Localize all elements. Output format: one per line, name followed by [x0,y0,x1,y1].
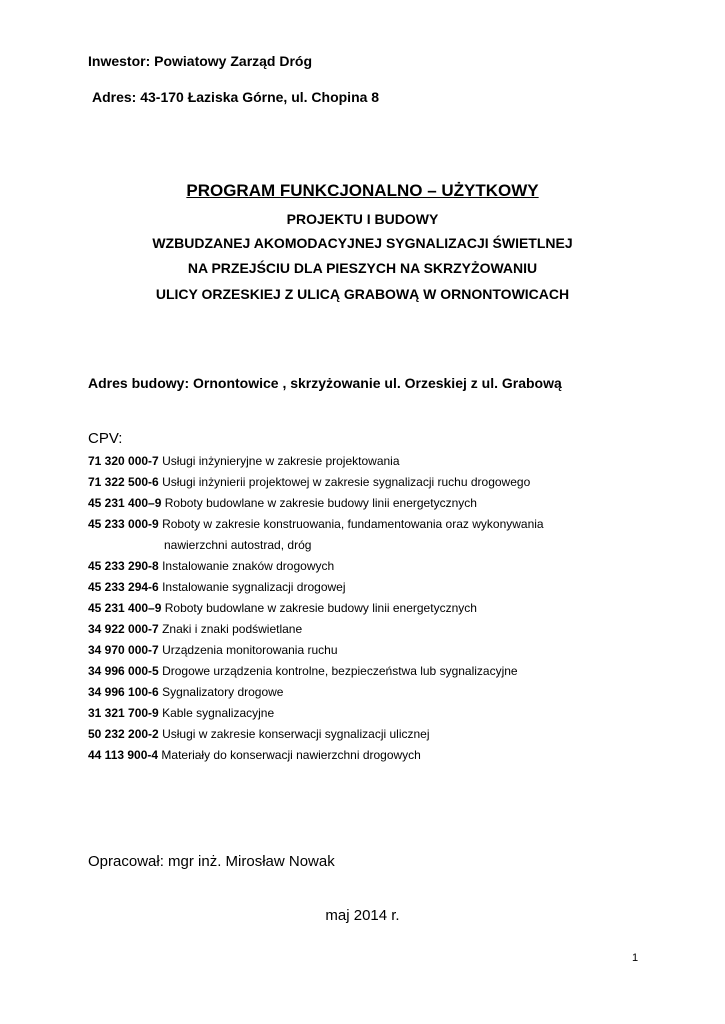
cpv-item: 44 113 900-4 Materiały do konserwacji nawierzchni drogowych [88,748,421,762]
cpv-item: 45 233 294-6 Instalowanie sygnalizacji drogowej [88,580,346,594]
cpv-item: 71 322 500-6 Usługi inżynierii projektowej w zakresie sygnalizacji ruchu drogowego [88,475,531,489]
title-line-3: NA PRZEJŚCIU DLA PIESZYCH NA SKRZYŻOWANIU [187,260,538,276]
cpv-item: 45 231 400–9 Roboty budowlane w zakresie budowy linii energetycznych [88,601,477,615]
cpv-item: 31 321 700-9 Kable sygnalizacyjne [88,706,275,720]
cpv-item: 34 996 100-6 Sygnalizatory drogowe [88,685,284,699]
cpv-item-continuation: nawierzchni autostrad, dróg [164,538,312,552]
cpv-item: 34 970 000-7 Urządzenia monitorowania ruchu [88,643,338,657]
title-line-1: PROJEKTU I BUDOWY [286,211,439,227]
date-line: maj 2014 r. [325,907,400,924]
author-line: Opracował: mgr inż. Mirosław Nowak [88,853,335,870]
cpv-item: 50 232 200-2 Usługi w zakresie konserwacji sygnalizacji ulicznej [88,727,430,741]
investor-line: Inwestor: Powiatowy Zarząd Dróg [88,53,313,69]
cpv-item: 34 996 000-5 Drogowe urządzenia kontrolne, bezpieczeństwa lub sygnalizacyjne [88,664,518,678]
cpv-item: 34 922 000-7 Znaki i znaki podświetlane [88,622,303,636]
cpv-item: 45 233 290-8 Instalowanie znaków drogowych [88,559,335,573]
document-title: PROGRAM FUNKCJONALNO – UŻYTKOWY [186,181,539,200]
address-line: Adres: 43-170 Łaziska Górne, ul. Chopina 8 [92,89,380,105]
cpv-label: CPV: [88,430,123,447]
site-address: Adres budowy: Ornontowice , skrzyżowanie ul. Orzeskiej z ul. Grabową [88,375,562,391]
cpv-item: 71 320 000-7 Usługi inżynieryjne w zakresie projektowania [88,454,400,468]
title-line-4: ULICY ORZESKIEJ Z ULICĄ GRABOWĄ W ORNONTOWICACH [155,286,570,302]
title-line-2: WZBUDZANEJ AKOMODACYJNEJ SYGNALIZACJI ŚWIETLNEJ [152,235,573,251]
cpv-item: 45 231 400–9 Roboty budowlane w zakresie budowy linii energetycznych [88,496,477,510]
cpv-item: 45 233 000-9 Roboty w zakresie konstruowania, fundamentowania oraz wykonywania [88,517,544,531]
page-number: 1 [632,952,639,964]
